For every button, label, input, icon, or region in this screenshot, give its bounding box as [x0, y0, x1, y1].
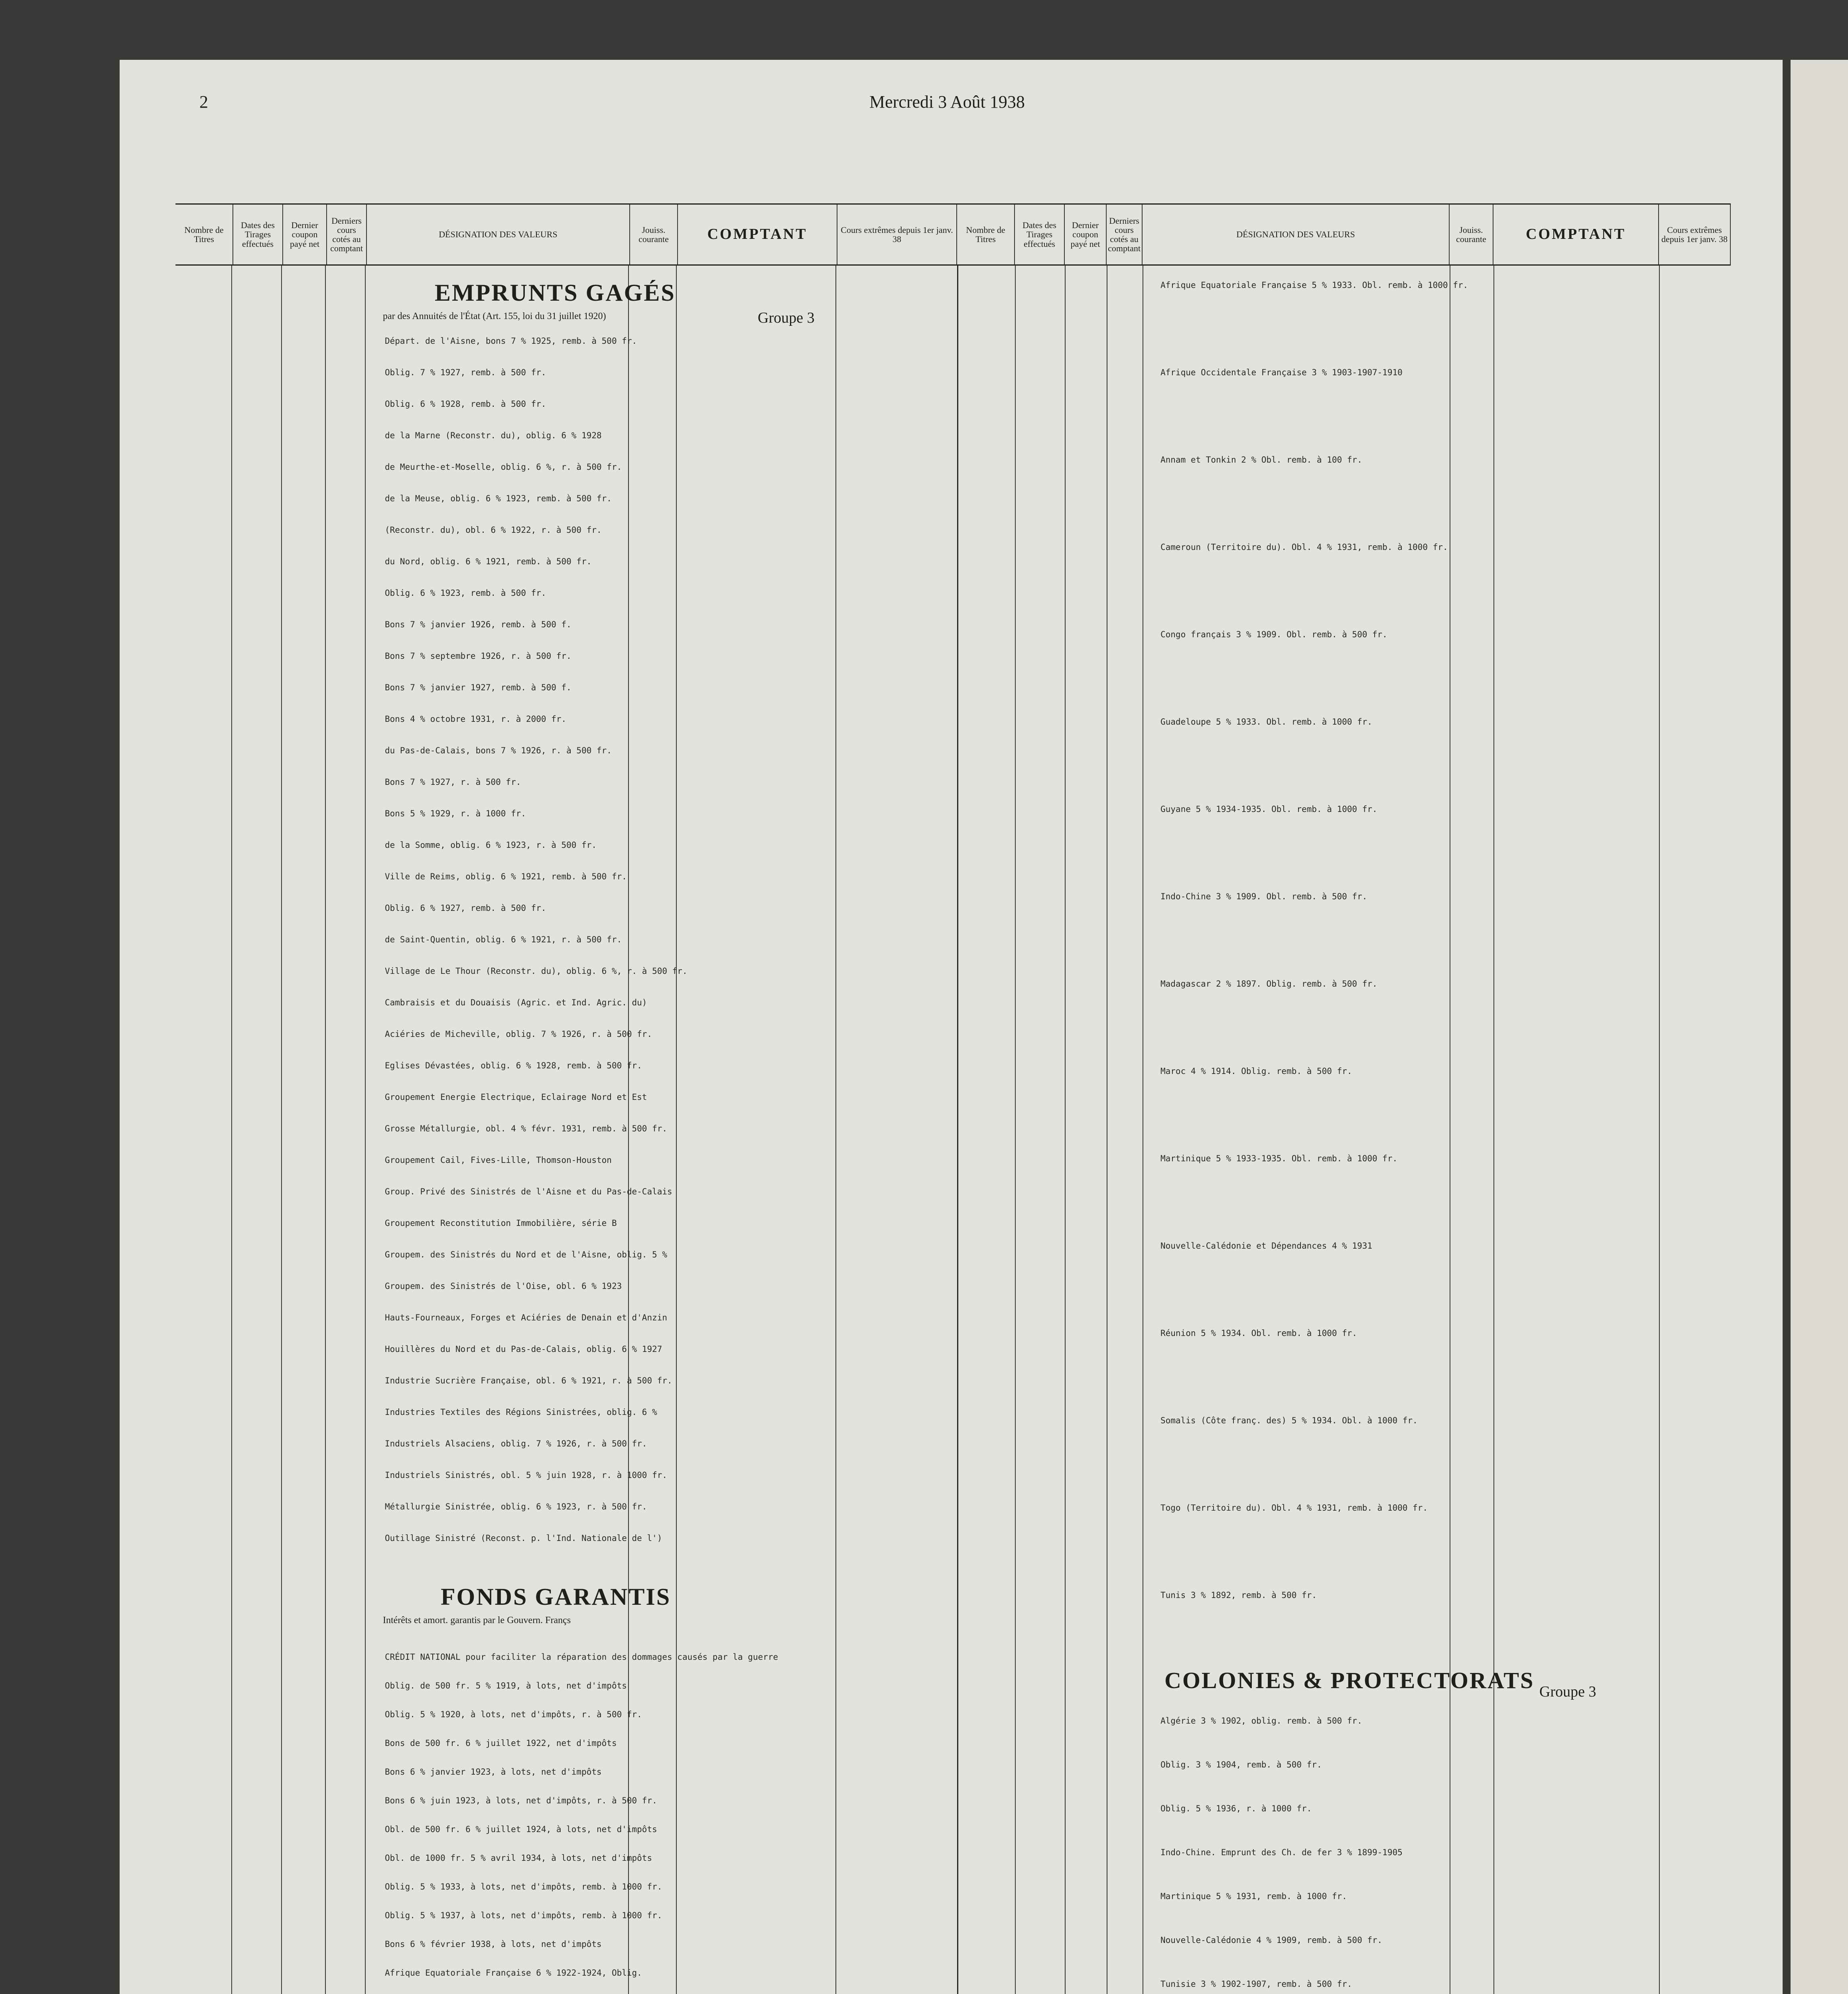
list-item: Houillères du Nord et du Pas-de-Calais, oblig. 6 % 1927	[385, 1344, 662, 1354]
list-item: Bons 6 % juin 1923, à lots, net d'impôts, r. à 500 fr.	[385, 1796, 657, 1805]
list-item: Indo-Chine. Emprunt des Ch. de fer 3 % 1899-1905	[1160, 1848, 1403, 1857]
list-item: Obl. de 500 fr. 6 % juillet 1924, à lots, net d'impôts	[385, 1825, 657, 1834]
rule	[1493, 265, 1494, 1994]
list-item: Village de Le Thour (Reconstr. du), oblig. 6 %, r. à 500 fr.	[385, 966, 688, 976]
col-cours-extremes-r: Cours extrêmes depuis 1er janv. 38	[1659, 205, 1731, 264]
list-item: de Meurthe-et-Moselle, oblig. 6 %, r. à 500 fr.	[385, 462, 622, 472]
right-entries2-list	[1160, 1715, 1403, 1994]
list-item: Réunion 5 % 1934. Obl. remb. à 1000 fr.	[1160, 1328, 1357, 1338]
list-item: Maroc 4 % 1914. Oblig. remb. à 500 fr.	[1160, 1066, 1352, 1076]
page-number: 2	[199, 92, 208, 112]
col-dates-r: Dates des Tirages effectués	[1015, 205, 1065, 264]
list-item: Groupem. des Sinistrés du Nord et de l'Aisne, oblig. 5 %	[385, 1250, 668, 1259]
list-item: du Nord, oblig. 6 % 1921, remb. à 500 fr.	[385, 557, 592, 566]
col-jouiss-r: Jouiss. courante	[1450, 205, 1493, 264]
list-item: Oblig. 5 % 1933, à lots, net d'impôts, remb. à 1000 fr.	[385, 1882, 662, 1892]
section-title-fonds: FONDS GARANTIS	[441, 1584, 671, 1610]
col-derniers-cours-r: Derniers cours cotés au comptant	[1107, 205, 1143, 264]
list-item: Nouvelle-Calédonie 4 % 1909, remb. à 500 fr.	[1160, 1935, 1383, 1945]
col-designation: DÉSIGNATION DES VALEURS	[367, 205, 630, 264]
list-item: CRÉDIT NATIONAL pour faciliter la réparation des dommages causés par la guerre	[385, 1652, 778, 1662]
list-item: Bons de 500 fr. 6 % juillet 1922, net d'impôts	[385, 1738, 617, 1748]
page-date: Mercredi 3 Août 1938	[869, 92, 1025, 112]
list-item: Annam et Tonkin 2 % Obl. remb. à 100 fr.	[1160, 455, 1362, 465]
list-item: Groupement Cail, Fives-Lille, Thomson-Houston	[385, 1155, 612, 1165]
list-item: de la Meuse, oblig. 6 % 1923, remb. à 500 fr.	[385, 494, 612, 503]
list-item: Groupem. des Sinistrés de l'Oise, obl. 6 % 1923	[385, 1281, 622, 1291]
list-item: Bons 7 % septembre 1926, r. à 500 fr.	[385, 651, 571, 661]
list-item: Bons 6 % janvier 1923, à lots, net d'impôts	[385, 1767, 602, 1777]
list-item: de la Marne (Reconstr. du), oblig. 6 % 1928	[385, 431, 602, 440]
col-nombre: Nombre de Titres	[175, 205, 233, 264]
list-item: Métallurgie Sinistrée, oblig. 6 % 1923, r. à 500 fr.	[385, 1502, 647, 1511]
list-item: Bons 7 % janvier 1927, remb. à 500 f.	[385, 683, 571, 692]
list-item: Martinique 5 % 1933-1935. Obl. remb. à 1000 fr.	[1160, 1154, 1398, 1163]
rule	[281, 265, 282, 1994]
rule	[231, 265, 232, 1994]
list-item: Group. Privé des Sinistrés de l'Aisne et du Pas-de-Calais	[385, 1187, 672, 1196]
col-cours-extremes: Cours extrêmes depuis 1er janv. 38	[837, 205, 957, 264]
list-item: Somalis (Côte franç. des) 5 % 1934. Obl. à 1000 fr.	[1160, 1416, 1418, 1425]
col-nombre-r: Nombre de Titres	[957, 205, 1015, 264]
group-label-colonies: Groupe 3	[1539, 1683, 1596, 1700]
left-entries-list	[385, 335, 688, 1564]
col-derniers-cours: Derniers cours cotés au comptant	[327, 205, 367, 264]
list-item: Industriels Sinistrés, obl. 5 % juin 1928, r. à 1000 fr.	[385, 1470, 668, 1480]
list-item: Industries Textiles des Régions Sinistrées, oblig. 6 %	[385, 1407, 657, 1417]
list-item: Cambraisis et du Douaisis (Agric. et Ind. Agric. du)	[385, 998, 647, 1007]
list-item: Tunisie 3 % 1902-1907, remb. à 500 fr.	[1160, 1979, 1352, 1989]
list-item: Afrique Equatoriale Française 6 % 1922-1924, Oblig.	[385, 1968, 642, 1978]
list-item: Oblig. de 500 fr. 5 % 1919, à lots, net d'impôts	[385, 1681, 627, 1691]
right-column-headers	[957, 203, 1731, 266]
list-item: Guyane 5 % 1934-1935. Obl. remb. à 1000 fr.	[1160, 804, 1377, 814]
rule	[957, 265, 958, 1994]
list-item: Départ. de l'Aisne, bons 7 % 1925, remb. à 500 fr.	[385, 336, 637, 346]
adjacent-page-edge	[1791, 60, 1848, 1994]
list-item: Tunis 3 % 1892, remb. à 500 fr.	[1160, 1590, 1317, 1600]
list-item: de la Somme, oblig. 6 % 1923, r. à 500 fr.	[385, 840, 597, 850]
left-column-headers	[175, 203, 957, 266]
list-item: Guadeloupe 5 % 1933. Obl. remb. à 1000 fr.	[1160, 717, 1373, 727]
list-item: Oblig. 6 % 1928, remb. à 500 fr.	[385, 399, 546, 409]
list-item: Groupement Energie Electrique, Eclairage Nord et Est	[385, 1092, 647, 1102]
list-item: Bons 6 % février 1938, à lots, net d'impôts	[385, 1939, 602, 1949]
rule	[365, 265, 366, 1994]
list-item: Ville de Reims, oblig. 6 % 1921, remb. à 500 fr.	[385, 872, 627, 881]
list-item: Nouvelle-Calédonie et Dépendances 4 % 1931	[1160, 1241, 1373, 1251]
col-jouiss: Jouiss. courante	[630, 205, 678, 264]
list-item: Togo (Territoire du). Obl. 4 % 1931, remb. à 1000 fr.	[1160, 1503, 1428, 1513]
list-item: Algérie 3 % 1902, oblig. remb. à 500 fr.	[1160, 1716, 1362, 1726]
list-item: Bons 7 % janvier 1926, remb. à 500 f.	[385, 620, 571, 629]
rule	[835, 265, 836, 1994]
list-item: Oblig. 5 % 1936, r. à 1000 fr.	[1160, 1804, 1312, 1813]
rule	[1659, 265, 1660, 1994]
list-item: Oblig. 5 % 1937, à lots, net d'impôts, remb. à 1000 fr.	[385, 1911, 662, 1920]
left-entries2-list	[385, 1651, 778, 1994]
list-item: Oblig. 5 % 1920, à lots, net d'impôts, r. à 500 fr.	[385, 1710, 642, 1719]
list-item: Afrique Equatoriale Française 5 % 1933. Obl. remb. à 1000 fr.	[1160, 280, 1468, 290]
list-item: Bons 7 % 1927, r. à 500 fr.	[385, 777, 521, 787]
list-item: Obl. de 1000 fr. 5 % avril 1934, à lots, net d'impôts	[385, 1853, 652, 1863]
list-item: Industriels Alsaciens, oblig. 7 % 1926, r. à 500 fr.	[385, 1439, 647, 1448]
list-item: Bons 5 % 1929, r. à 1000 fr.	[385, 809, 526, 818]
section-subtitle: par des Annuités de l'État (Art. 155, loi du 31 juillet 1920)	[383, 311, 606, 321]
list-item: Hauts-Fourneaux, Forges et Aciéries de Denain et d'Anzin	[385, 1313, 668, 1322]
rule	[325, 265, 326, 1994]
list-item: Martinique 5 % 1931, remb. à 1000 fr.	[1160, 1892, 1347, 1901]
section-title-emprunts: EMPRUNTS GAGÉS	[435, 280, 676, 306]
list-item: Aciéries de Micheville, oblig. 7 % 1926, r. à 500 fr.	[385, 1029, 652, 1039]
list-item: Outillage Sinistré (Reconst. p. l'Ind. Nationale de l')	[385, 1533, 662, 1543]
list-item: Groupement Reconstitution Immobilière, série B	[385, 1218, 617, 1228]
list-item: Oblig. 6 % 1923, remb. à 500 fr.	[385, 588, 546, 598]
section-subtitle-fonds: Intérêts et amort. garantis par le Gouvern. Françs	[383, 1615, 571, 1626]
newspaper-page	[120, 60, 1783, 1994]
list-item: du Pas-de-Calais, bons 7 % 1926, r. à 500 fr.	[385, 746, 612, 755]
list-item: Cameroun (Territoire du). Obl. 4 % 1931, remb. à 1000 fr.	[1160, 542, 1448, 552]
col-designation-r: DÉSIGNATION DES VALEURS	[1143, 205, 1450, 264]
right-entries-list	[1160, 279, 1468, 1677]
rule	[1015, 265, 1016, 1994]
list-item: Afrique Occidentale Française 3 % 1903-1907-1910	[1160, 368, 1403, 377]
section-title-colonies: COLONIES & PROTECTORATS	[1164, 1667, 1535, 1693]
col-dernier: Dernier coupon payé net	[283, 205, 327, 264]
list-item: Madagascar 2 % 1897. Oblig. remb. à 500 fr.	[1160, 979, 1377, 989]
list-item: Oblig. 6 % 1927, remb. à 500 fr.	[385, 903, 546, 913]
col-comptant-r: COMPTANT	[1493, 205, 1659, 264]
list-item: Oblig. 3 % 1904, remb. à 500 fr.	[1160, 1760, 1322, 1769]
col-dernier-r: Dernier coupon payé net	[1065, 205, 1107, 264]
col-dates: Dates des Tirages effectués	[233, 205, 283, 264]
list-item: Congo français 3 % 1909. Obl. remb. à 500 fr.	[1160, 630, 1387, 639]
rule	[1065, 265, 1066, 1994]
list-item: Oblig. 7 % 1927, remb. à 500 fr.	[385, 368, 546, 377]
list-item: de Saint-Quentin, oblig. 6 % 1921, r. à 500 fr.	[385, 935, 622, 944]
list-item: Grosse Métallurgie, obl. 4 % févr. 1931, remb. à 500 fr.	[385, 1124, 668, 1133]
list-item: Bons 4 % octobre 1931, r. à 2000 fr.	[385, 714, 567, 724]
list-item: Eglises Dévastées, oblig. 6 % 1928, remb. à 500 fr.	[385, 1061, 642, 1070]
list-item: Industrie Sucrière Française, obl. 6 % 1921, r. à 500 fr.	[385, 1376, 672, 1385]
list-item: (Reconstr. du), obl. 6 % 1922, r. à 500 fr.	[385, 525, 602, 535]
col-comptant: COMPTANT	[678, 205, 837, 264]
group-label: Groupe 3	[758, 309, 815, 326]
list-item: Indo-Chine 3 % 1909. Obl. remb. à 500 fr.	[1160, 892, 1367, 901]
